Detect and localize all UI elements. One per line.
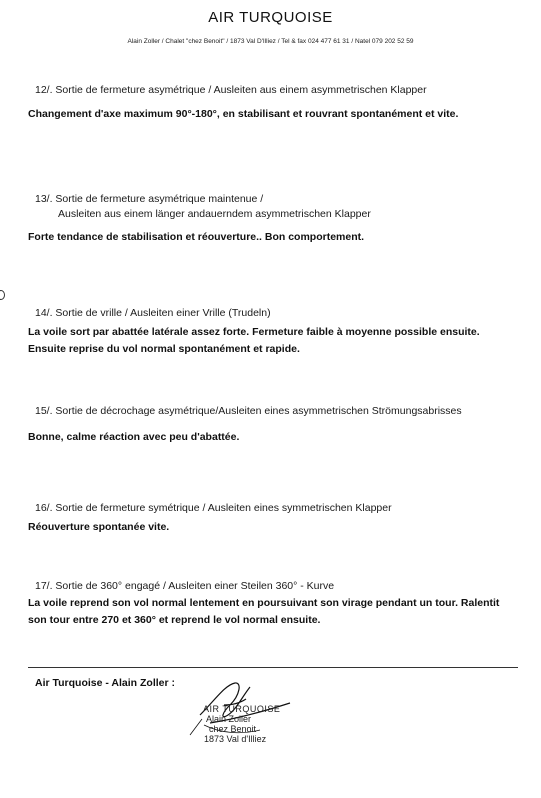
stamp-line: Alain Zoller bbox=[206, 714, 252, 724]
item-heading: 14/. Sortie de vrille / Ausleiten einer Vrille (Trudeln) bbox=[35, 307, 271, 319]
item-result: La voile sort par abattée latérale assez forte. Fermeture faible à moyenne possible ensuite. Ensuite reprise du vol normal spontanément et rapide. bbox=[28, 326, 480, 355]
item-result: Réouverture spontanée vite. bbox=[28, 521, 170, 533]
signatory-label: Air Turquoise - Alain Zoller : bbox=[35, 677, 176, 689]
item-result: Bonne, calme réaction avec peu d'abattée. bbox=[28, 431, 240, 443]
stamp-line: 1873 Val d'Illiez bbox=[204, 734, 267, 744]
item-heading: 13/. Sortie de fermeture asymétrique maintenue / bbox=[35, 193, 264, 205]
item-heading: 12/. Sortie de fermeture asymétrique / Ausleiten aus einem asymmetrischen Klapper bbox=[35, 84, 427, 96]
company-address: Alain Zoller / Chalet "chez Benoit" / 1873 Val D'Illiez / Tel & fax 024 477 61 31 / Natel 079 202 52 59 bbox=[127, 38, 414, 45]
footer-divider bbox=[28, 667, 518, 668]
page-title: AIR TURQUOISE bbox=[208, 9, 333, 26]
stamp-line: chez Benoit bbox=[209, 724, 257, 734]
item-heading: 17/. Sortie de 360° engagé / Ausleiten einer Steilen 360° - Kurve bbox=[35, 580, 335, 592]
stamp-line: AIR TURQUOISE bbox=[203, 704, 281, 714]
company-stamp bbox=[203, 704, 280, 744]
punch-hole-mark bbox=[0, 290, 5, 300]
item-result: Changement d'axe maximum 90°-180°, en stabilisant et rouvrant spontanément et vite. bbox=[28, 108, 459, 120]
item-heading: 15/. Sortie de décrochage asymétrique/Ausleiten eines asymmetrischen Strömungsabrisses bbox=[35, 405, 462, 417]
item-heading-continued: Ausleiten aus einem länger andauerndem asymmetrischen Klapper bbox=[58, 208, 371, 220]
item-heading: 16/. Sortie de fermeture symétrique / Ausleiten eines symmetrischen Klapper bbox=[35, 502, 392, 514]
item-result: Forte tendance de stabilisation et réouverture.. Bon comportement. bbox=[28, 231, 365, 243]
item-result: La voile reprend son vol normal lentement en poursuivant son virage pendant un tour. Ralentit son tour entre 270 et 360° et reprend le vol normal ensuite. bbox=[28, 597, 500, 626]
